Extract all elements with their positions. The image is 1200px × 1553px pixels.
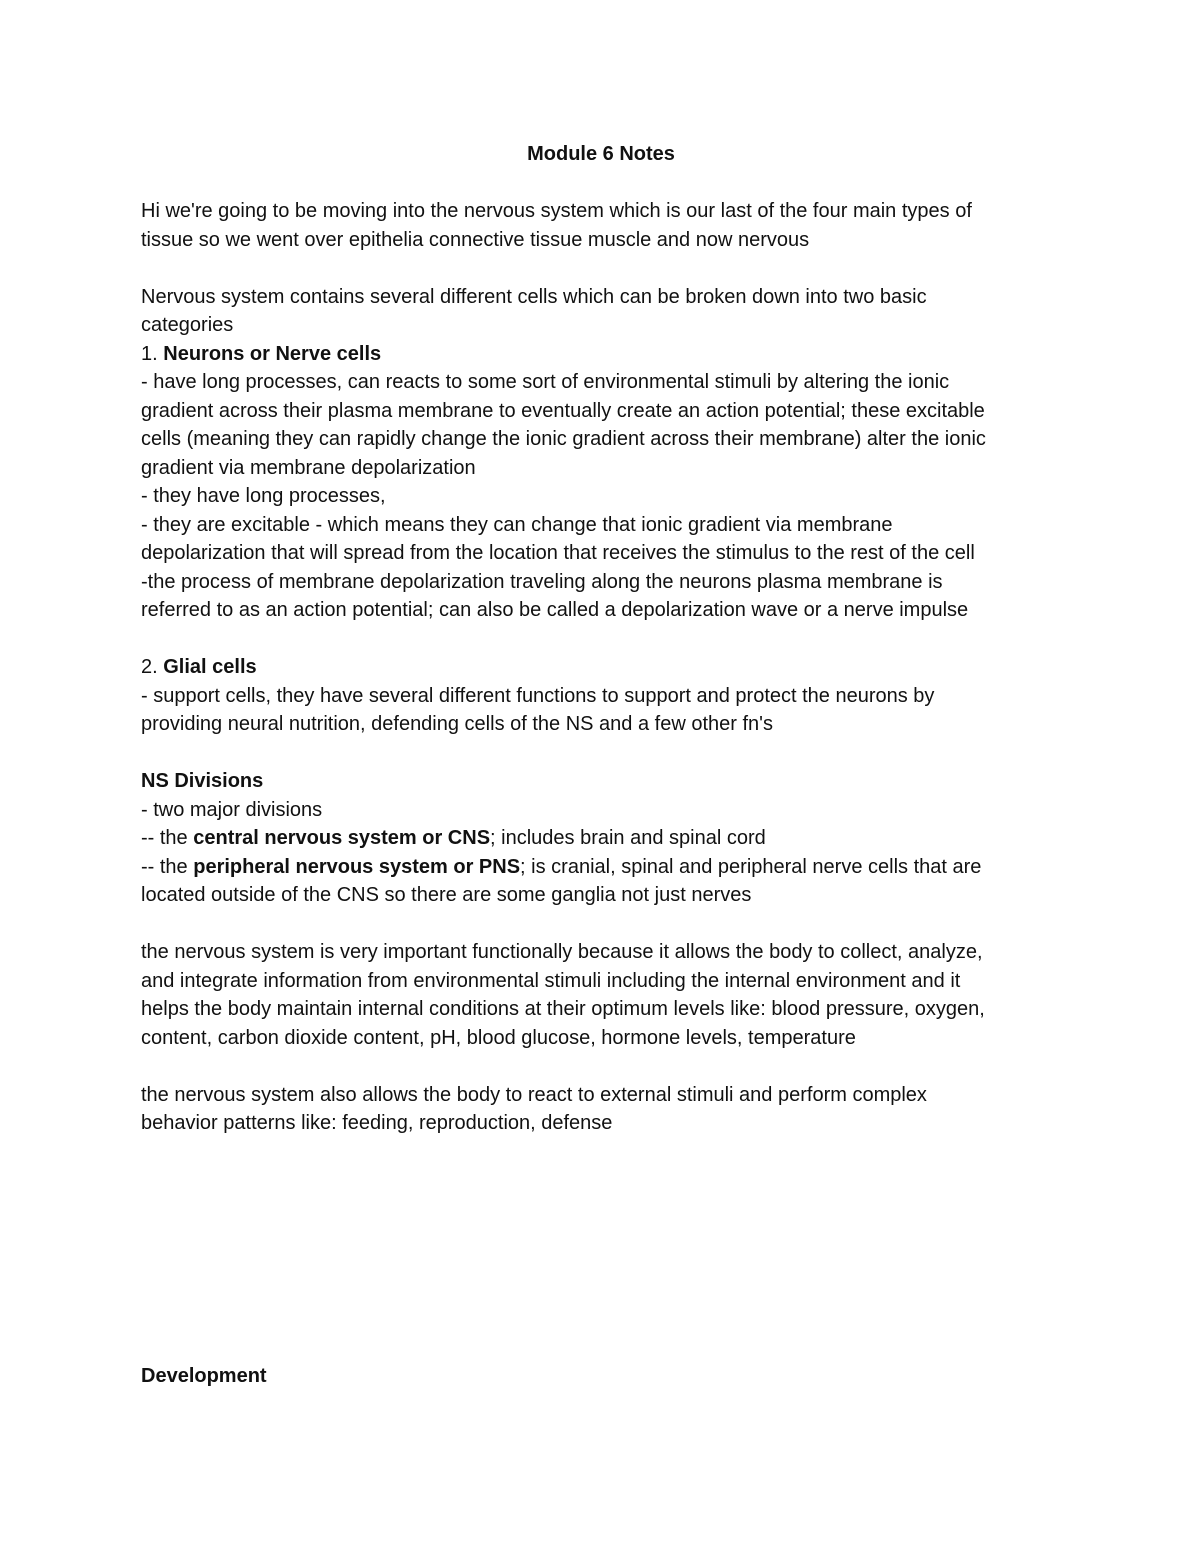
spacer	[141, 625, 1061, 654]
text-line: providing neural nutrition, defending cells of the NS and a few other fn's	[141, 713, 773, 735]
text-line: gradient via membrane depolarization	[141, 456, 476, 479]
text-line: - have long processes, can reacts to some sort of environmental stimuli by altering the ionic	[141, 371, 950, 393]
text-line: helps the body maintain internal conditions at their optimum levels like: blood pressure, oxygen,	[141, 998, 985, 1020]
text-fragment: ; is cranial, spinal and peripheral nerve cells that are	[520, 855, 982, 878]
text-fragment: ; includes brain and spinal cord	[490, 827, 766, 849]
divisions-heading-line	[141, 767, 1061, 796]
intro-paragraph	[141, 197, 1061, 254]
text-line: referred to as an action potential; can also be called a depolarization wave or a nerve impulse	[141, 599, 969, 621]
behavior-paragraph	[141, 1081, 1061, 1138]
spacer	[141, 1052, 1061, 1081]
spacer	[141, 910, 1061, 939]
cells-intro-paragraph	[141, 283, 1061, 340]
development-heading: Development	[141, 1365, 267, 1387]
cns-term: central nervous system or CNS	[193, 827, 491, 849]
text-line: behavior patterns like: feeding, reproduction, defense	[141, 1112, 613, 1134]
spacer	[141, 254, 1061, 283]
pns-line	[141, 853, 1061, 882]
text-line: - two major divisions	[141, 798, 323, 821]
pns-term: peripheral nervous system or PNS	[193, 855, 521, 878]
text-line: Nervous system contains several different cells which can be broken down into two basic	[141, 285, 927, 308]
glial-heading	[141, 653, 1061, 682]
glial-section	[141, 653, 1061, 739]
text-line: - they are excitable - which means they can change that ionic gradient via membrane	[141, 513, 893, 536]
text-line: and integrate information from environmental stimuli including the internal environment and it	[141, 969, 961, 992]
neurons-section	[141, 340, 1061, 625]
section-heading: NS Divisions	[141, 770, 264, 792]
section-heading: Glial cells	[163, 656, 257, 678]
cns-line	[141, 824, 1061, 853]
text-line: gradient across their plasma membrane to eventually create an action potential; these excitable	[141, 399, 985, 422]
text-line: content, carbon dioxide content, pH, blood glucose, hormone levels, temperature	[141, 1026, 856, 1049]
text-line: depolarization that will spread from the location that receives the stimulus to the rest of the cell	[141, 542, 975, 564]
divisions-section	[141, 767, 1061, 910]
text-line: the nervous system also allows the body to react to external stimuli and perform complex	[141, 1083, 927, 1106]
text-fragment: -- the	[141, 827, 194, 849]
text-line: located outside of the CNS so there are some ganglia not just nerves	[141, 884, 752, 906]
spacer	[141, 739, 1061, 768]
list-number: 1.	[141, 342, 164, 365]
document-body	[141, 140, 1061, 1138]
spacer	[141, 169, 1061, 198]
text-line: the nervous system is very important functionally because it allows the body to collect, analyze,	[141, 941, 983, 963]
text-line: cells (meaning they can rapidly change the ionic gradient across their membrane) alter the ionic	[141, 428, 986, 450]
importance-paragraph	[141, 938, 1061, 1052]
text-line: - they have long processes,	[141, 485, 386, 507]
text-line: categories	[141, 314, 234, 336]
text-fragment: -- the	[141, 855, 194, 878]
list-number: 2.	[141, 656, 164, 678]
neurons-heading	[141, 340, 1061, 369]
text-line: - support cells, they have several different functions to support and protect the neurons by	[141, 684, 935, 707]
section-heading: Neurons or Nerve cells	[163, 342, 382, 365]
page-title: Module 6 Notes	[527, 143, 675, 165]
text-line: tissue so we went over epithelia connective tissue muscle and now nervous	[141, 228, 810, 251]
text-line: Hi we're going to be moving into the nervous system which is our last of the four main types of	[141, 200, 972, 222]
text-line: -the process of membrane depolarization traveling along the neurons plasma membrane is	[141, 570, 943, 593]
